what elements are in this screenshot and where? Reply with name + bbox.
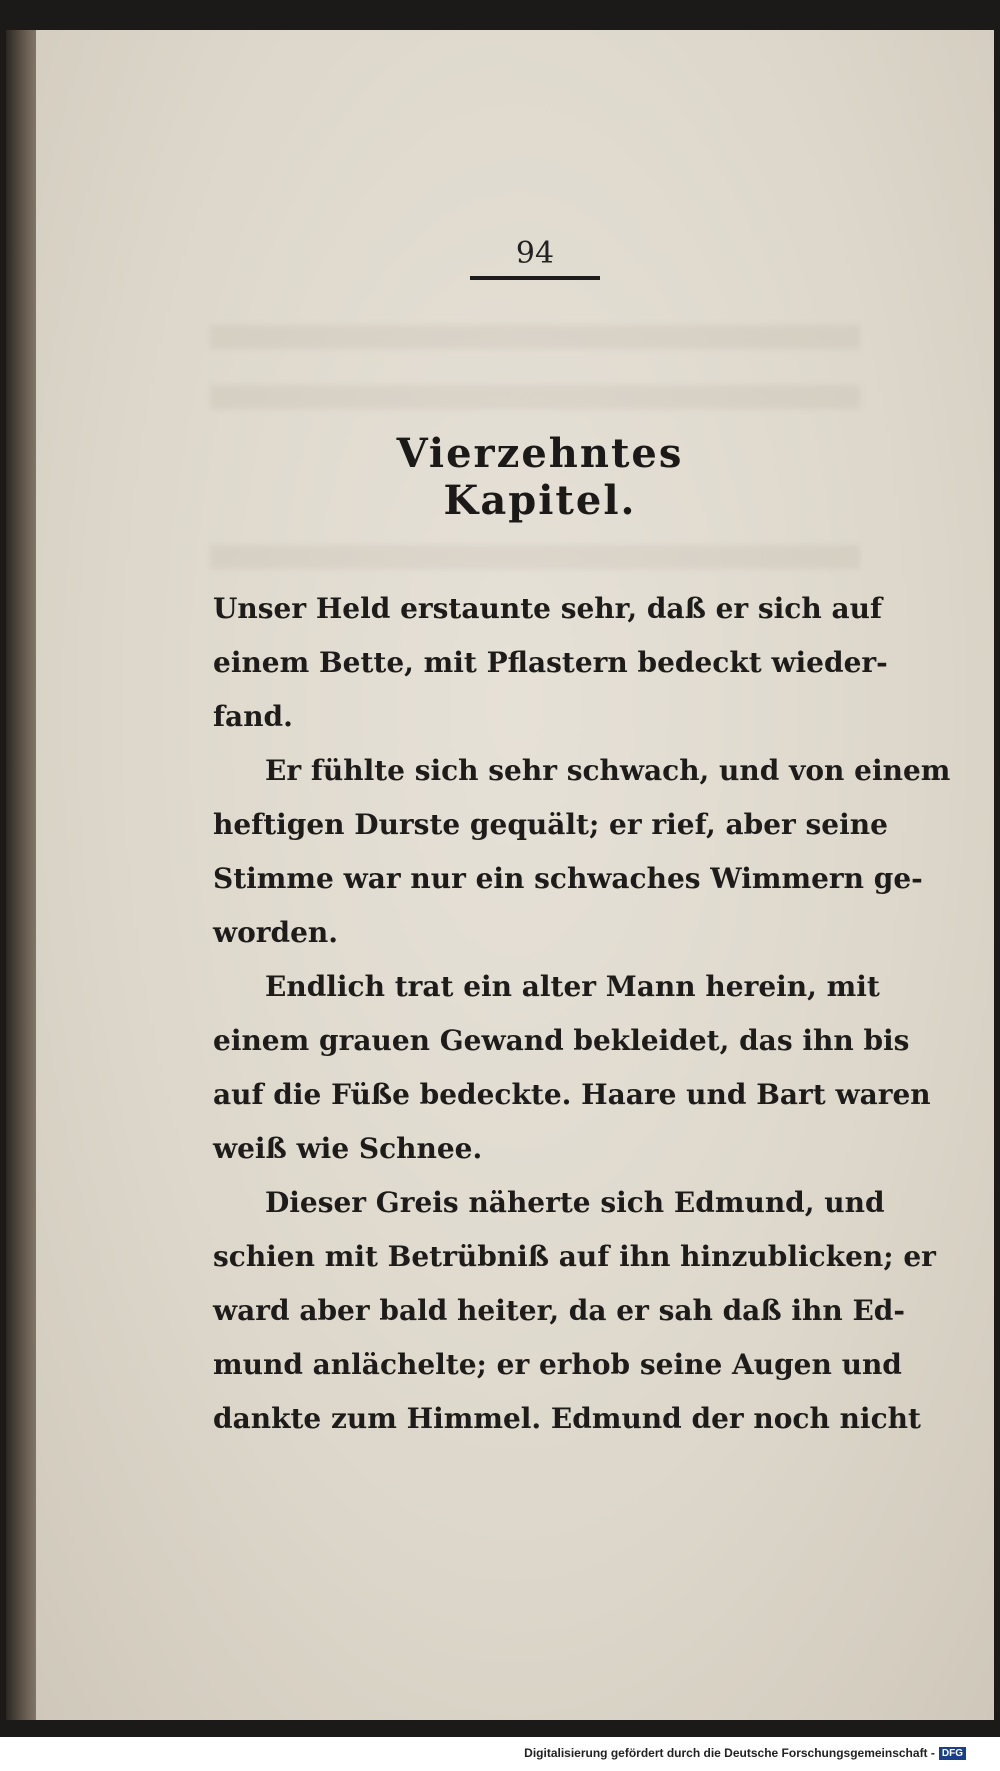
text-line: auf die Füße bedeckte. Haare und Bart waren (213, 1078, 931, 1111)
text-line: Unser Held erstaunte sehr, daß er sich auf (213, 592, 883, 625)
header-rule (470, 276, 600, 280)
book-spine (6, 30, 40, 1720)
text-line: Endlich trat ein alter Mann herein, mit (265, 970, 880, 1003)
text-line: weiß wie Schnee. (213, 1132, 483, 1165)
footer-credit (524, 1746, 966, 1760)
text-line: schien mit Betrübniß auf ihn hinzublicken; er (213, 1240, 936, 1273)
text-line: Dieser Greis näherte sich Edmund, und (265, 1186, 885, 1219)
text-line: worden. (213, 916, 339, 949)
dfg-logo: DFG (939, 1747, 966, 1760)
page-number: 94 (515, 236, 555, 271)
text-line: Er fühlte sich sehr schwach, und von einem (265, 754, 951, 787)
text-line: einem Bette, mit Pflastern bedeckt wieder- (213, 646, 888, 679)
footer-credit-text: Digitalisierung gefördert durch die Deutsche Forschungsgemeinschaft - (524, 1746, 935, 1760)
bleed-through (210, 325, 860, 349)
text-line: ward aber bald heiter, da er sah daß ihn Ed- (213, 1294, 905, 1327)
body-text (213, 582, 951, 1446)
text-line: fand. (213, 700, 293, 733)
text-line: heftigen Durste gequält; er rief, aber seine (213, 808, 888, 841)
text-line: Stimme war nur ein schwaches Wimmern ge- (213, 862, 923, 895)
text-line: mund anlächelte; er erhob seine Augen und (213, 1348, 902, 1381)
text-line: dankte zum Himmel. Edmund der noch nicht (213, 1402, 921, 1435)
chapter-heading: Vierzehntes Kapitel. (396, 430, 684, 524)
bleed-through (210, 545, 860, 569)
text-line: einem grauen Gewand bekleidet, das ihn bis (213, 1024, 910, 1057)
bleed-through (210, 385, 860, 409)
